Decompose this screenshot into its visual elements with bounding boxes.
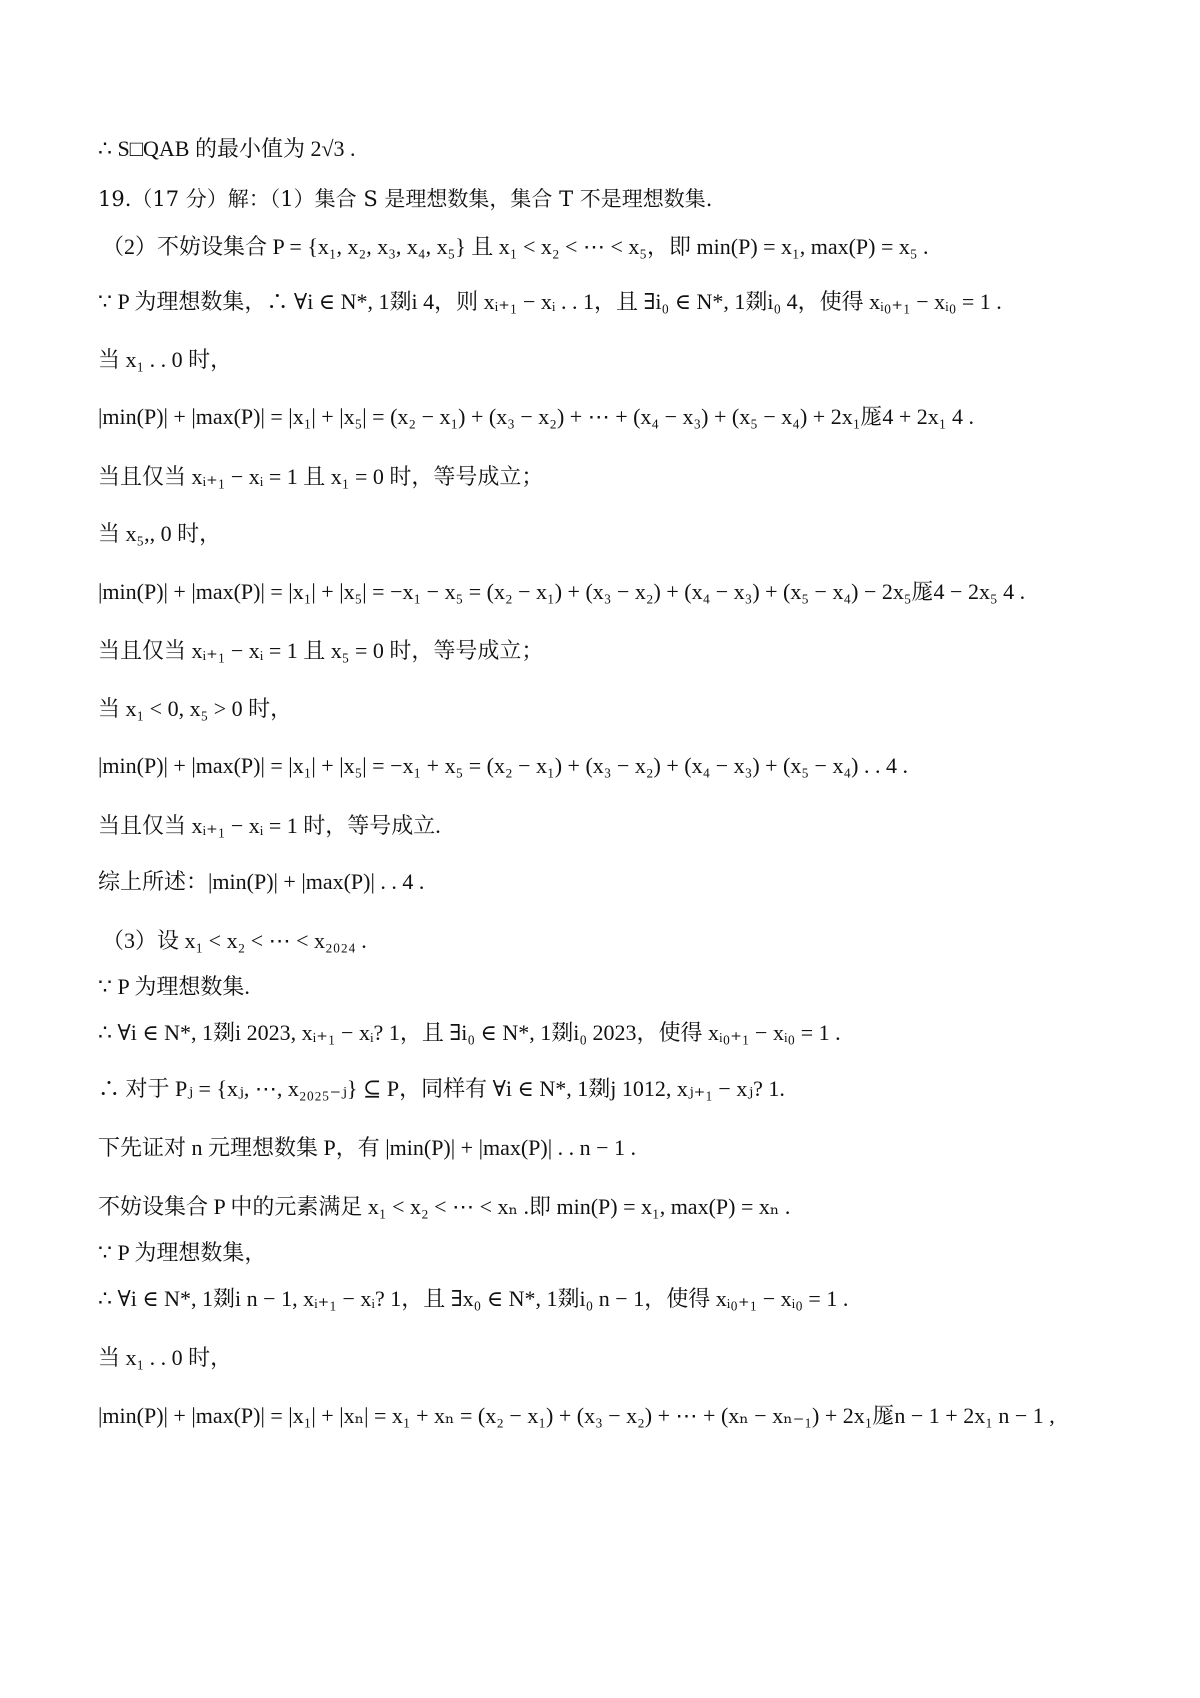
text-line-11: 当 x₁ < 0, x₅ > 0 时， — [98, 696, 293, 721]
text-line-13: 当且仅当 xᵢ₊₁ − xᵢ = 1 时，等号成立. — [98, 813, 441, 838]
text-line-14: 综上所述：|min(P)| + |max(P)| . . 4 . — [98, 869, 425, 894]
text-line-5: 当 x₁ . . 0 时， — [98, 347, 233, 372]
text-line-22: ∴ ∀i ∈ N*, 1剟i n − 1, xᵢ₊₁ − xᵢ? 1，且 ∃x₀ ∈ N*, 1剟i₀ n − 1，使得 xᵢ₀₊₁ − xᵢ₀ = 1 . — [98, 1286, 849, 1311]
text-line-8: 当 x₅,, 0 时， — [98, 521, 222, 546]
text-line-7: 当且仅当 xᵢ₊₁ − xᵢ = 1 且 x₁ = 0 时，等号成立； — [98, 464, 544, 489]
text-line-19: 下先证对 n 元理想数集 P，有 |min(P)| + |max(P)| . . n − 1 . — [98, 1135, 637, 1160]
text-line-15: （3）设 x₁ < x₂ < ⋯ < x₂₀₂₄ . — [102, 928, 367, 953]
text-line-10: 当且仅当 xᵢ₊₁ − xᵢ = 1 且 x₅ = 0 时，等号成立； — [98, 638, 544, 663]
text-line-18: ∴ 对于 Pⱼ = {xⱼ, ⋯, x₂₀₂₅₋ⱼ} ⊆ P，同样有 ∀i ∈ N*, 1剟j 1012, xⱼ₊₁ − xⱼ? 1. — [98, 1076, 785, 1101]
text-line-21: ∵ P 为理想数集， — [98, 1240, 267, 1265]
text-line-1: ∴ S□QAB 的最小值为 2√3 . — [98, 136, 356, 161]
text-line-20: 不妨设集合 P 中的元素满足 x₁ < x₂ < ⋯ < xₙ .即 min(P) = x₁, max(P) = xₙ . — [98, 1194, 791, 1219]
text-line-17: ∴ ∀i ∈ N*, 1剟i 2023, xᵢ₊₁ − xᵢ? 1，且 ∃i₀ ∈ N*, 1剟i₀ 2023，使得 xᵢ₀₊₁ − xᵢ₀ = 1 . — [98, 1020, 841, 1045]
text-line-2: 19.（17 分）解：（1）集合 S 是理想数集，集合 T 不是理想数集. — [98, 187, 713, 211]
text-line-4: ∵ P 为理想数集，∴ ∀i ∈ N*, 1剟i 4，则 xᵢ₊₁ − xᵢ . . 1，且 ∃i₀ ∈ N*, 1剟i₀ 4，使得 xᵢ₀₊₁ − xᵢ₀ = 1 . — [98, 289, 1002, 314]
text-line-16: ∵ P 为理想数集. — [98, 974, 250, 999]
text-line-6: |min(P)| + |max(P)| = |x₁| + |x₅| = (x₂ − x₁) + (x₃ − x₂) + ⋯ + (x₄ − x₃) + (x₅ − x₄) + 2x₁厖4 + 2x₁ 4 . — [98, 404, 974, 429]
text-line-23: 当 x₁ . . 0 时， — [98, 1345, 233, 1370]
text-line-3: （2）不妨设集合 P = {x₁, x₂, x₃, x₄, x₅} 且 x₁ < x₂ < ⋯ < x₅，即 min(P) = x₁, max(P) = x₅ . — [102, 234, 929, 259]
text-line-12: |min(P)| + |max(P)| = |x₁| + |x₅| = −x₁ + x₅ = (x₂ − x₁) + (x₃ − x₂) + (x₄ − x₃) + (x₅ − x₄) . . 4 . — [98, 753, 908, 778]
text-line-9: |min(P)| + |max(P)| = |x₁| + |x₅| = −x₁ − x₅ = (x₂ − x₁) + (x₃ − x₂) + (x₄ − x₃) + (x₅ − x₄) − 2x₅厖4 − 2x₅ 4 . — [98, 579, 1026, 604]
text-line-24: |min(P)| + |max(P)| = |x₁| + |xₙ| = x₁ + xₙ = (x₂ − x₁) + (x₃ − x₂) + ⋯ + (xₙ − xₙ₋₁) + 2x₁厖n − 1 + 2x₁ n − 1 , — [98, 1403, 1055, 1428]
